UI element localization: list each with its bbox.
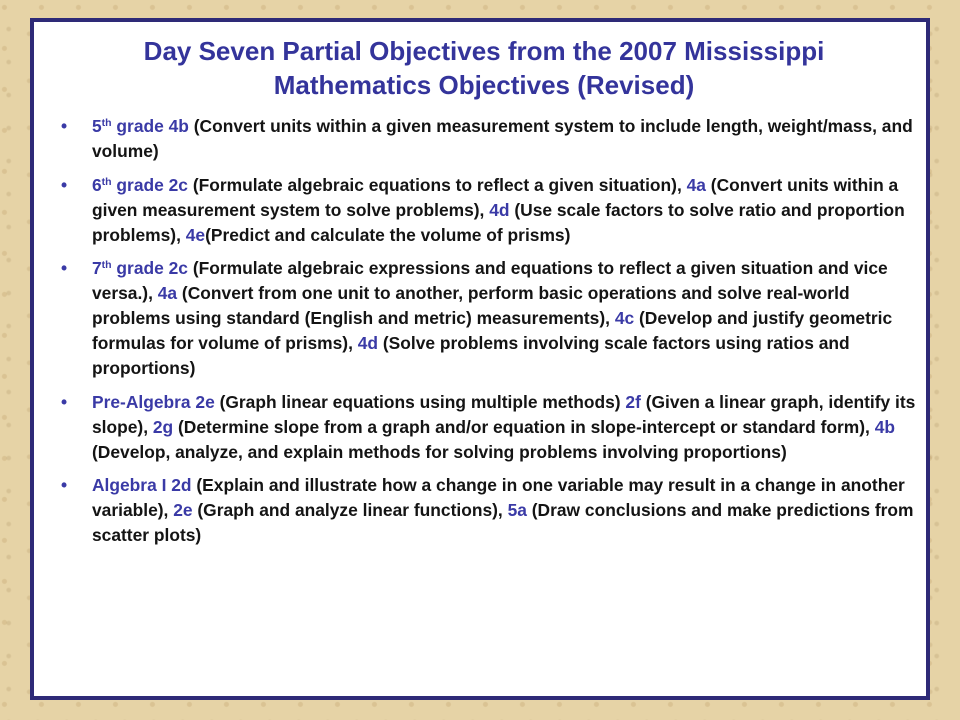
objective-item — [52, 390, 916, 465]
objective-code: 2c — [168, 174, 188, 195]
objective-description: (Graph and analyze linear functions), — [192, 500, 508, 520]
objective-code: 4d — [489, 199, 510, 220]
grade-level-label — [92, 116, 164, 136]
bullet-icon: • — [61, 116, 68, 136]
grade-level-ordinal: th — [101, 117, 112, 129]
objective-description: (Use scale factors to solve ratio and proportion problems), — [92, 199, 905, 245]
slide-panel — [30, 18, 930, 700]
grade-level-text: 6 — [92, 174, 102, 195]
grade-level-label — [92, 258, 164, 278]
objective-code: 2g — [152, 416, 174, 437]
grade-level-text: Algebra I — [92, 475, 167, 495]
grade-level-text: Pre-Algebra — [92, 391, 191, 412]
grade-level-text: 5 — [92, 116, 102, 136]
grade-level-label — [92, 475, 166, 495]
objective-list — [52, 114, 916, 548]
objective-description: (Convert units within a given measurement system to include length, weight/mass, and volume) — [92, 116, 913, 161]
objective-code: 2f — [625, 391, 641, 412]
objective-description: (Convert from one unit to another, perform basic operations and solve real-world problems using standard (English and metric) measurements), — [92, 283, 850, 328]
objective-code: 2d — [171, 475, 192, 495]
grade-level-text: 7 — [92, 258, 102, 278]
grade-level-label — [92, 392, 191, 412]
bullet-icon: • — [61, 258, 68, 278]
objective-description: (Formulate algebraic expressions and equations to reflect a given situation and vice versa.), — [92, 258, 888, 303]
objective-description: (Formulate algebraic equations to reflect a given situation), — [187, 174, 687, 195]
objective-code: 4a — [157, 283, 178, 303]
objective-description: (Develop, analyze, and explain methods for solving problems involving proportions) — [92, 441, 787, 462]
objective-code: 4a — [686, 174, 706, 195]
grade-level-label — [92, 175, 164, 195]
objective-description: (Develop and justify geometric formulas for volume of prisms), — [92, 308, 893, 353]
objective-description: (Given a linear graph, identify its slope), — [92, 391, 916, 437]
objective-code: 2e — [173, 500, 193, 520]
objective-code: 2e — [195, 391, 215, 412]
slide-title — [52, 34, 916, 102]
objective-code: 5a — [507, 500, 527, 520]
objective-code: 4b — [168, 116, 189, 136]
objective-description: (Graph linear equations using multiple methods) — [214, 391, 626, 412]
slide-title-line2: Mathematics Objectives (Revised) — [273, 70, 695, 100]
objective-description: (Convert units within a given measurement system to solve problems), — [92, 174, 899, 220]
objective-description: (Predict and calculate the volume of prisms) — [205, 224, 571, 245]
grade-level-ordinal: th — [101, 175, 112, 188]
objective-item — [52, 256, 916, 381]
grade-level-suffix: grade — [111, 116, 164, 136]
objective-item — [52, 473, 916, 548]
objective-code: 4d — [357, 333, 379, 353]
objective-description: (Solve problems involving scale factors using ratios and proportions) — [92, 333, 850, 378]
objective-description: (Explain and illustrate how a change in one variable may result in a change in another variable), — [92, 475, 905, 520]
bullet-icon: • — [61, 475, 68, 495]
objective-description: (Determine slope from a graph and/or equation in slope-intercept or standard form), — [173, 416, 875, 437]
objective-code: 4e — [185, 224, 206, 245]
objective-description: (Draw conclusions and make predictions from scatter plots) — [92, 500, 914, 545]
grade-level-suffix: grade — [111, 258, 164, 278]
slide-title-line1: Day Seven Partial Objectives from the 2007 Mississippi — [143, 36, 825, 66]
objective-item — [52, 173, 916, 248]
grade-level-ordinal: th — [101, 259, 112, 271]
objective-code: 4b — [874, 416, 895, 437]
bullet-icon: • — [61, 174, 68, 195]
bullet-icon: • — [61, 391, 68, 412]
objective-code: 4c — [614, 308, 635, 328]
grade-level-suffix: grade — [111, 174, 164, 195]
objective-code: 2c — [168, 258, 188, 278]
objective-item — [52, 114, 916, 164]
